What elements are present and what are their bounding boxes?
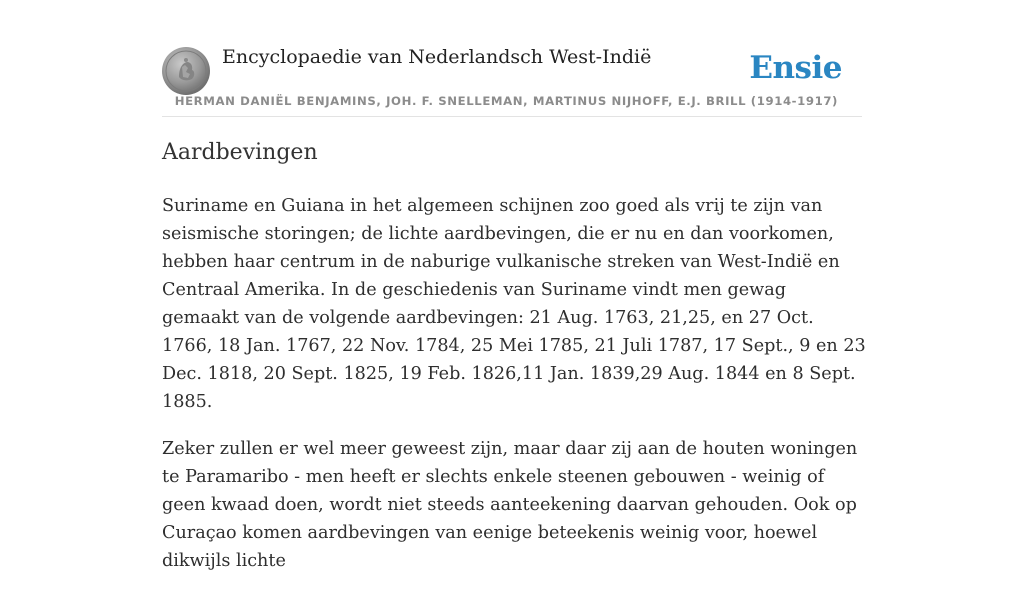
article-title: Aardbevingen bbox=[162, 140, 318, 165]
article-paragraph: Zeker zullen er wel meer geweest zijn, maar daar zij aan de houten woningen te Paramaribo - men heeft er slechts enkele steenen gebouwen - weinig of geen kwaad doen, wordt niet steeds aanteekening daarvan gehouden. Ook op Curaçao komen aardbevingen van eenige beteekenis weinig voor, hoewel dikwijls lichte bbox=[162, 439, 858, 571]
article-body bbox=[162, 192, 868, 594]
header bbox=[162, 40, 862, 117]
book-title[interactable]: Encyclopaedie van Nederlandsch West-Indië bbox=[222, 46, 652, 68]
brand-logo-link[interactable]: Ensie bbox=[749, 50, 842, 86]
authors-line: HERMAN DANIËL BENJAMINS, JOH. F. SNELLEMAN, MARTINUS NIJHOFF, E.J. BRILL (1914-1917) bbox=[174, 94, 838, 108]
article-paragraph: Suriname en Guiana in het algemeen schijnen zoo goed als vrij te zijn van seismische storingen; de lichte aardbevingen, die er nu en dan voorkomen, hebben haar centrum in de naburige vulkanische streken van West-Indië en Centraal Amerika. In de geschiedenis van Suriname vindt men gewag gemaakt van de volgende aardbevingen: 21 Aug. 1763, 21,25, en 27 Oct. 1766, 18 Jan. 1767, 22 Nov. 1784, 25 Mei 1785, 21 Juli 1787, 17 Sept., 9 en 23 Dec. 1818, 20 Sept. 1825, 19 Feb. 1826,11 Jan. 1839,29 Aug. 1844 en 8 Sept. 1885. bbox=[162, 196, 866, 412]
coin-icon[interactable] bbox=[162, 47, 210, 95]
